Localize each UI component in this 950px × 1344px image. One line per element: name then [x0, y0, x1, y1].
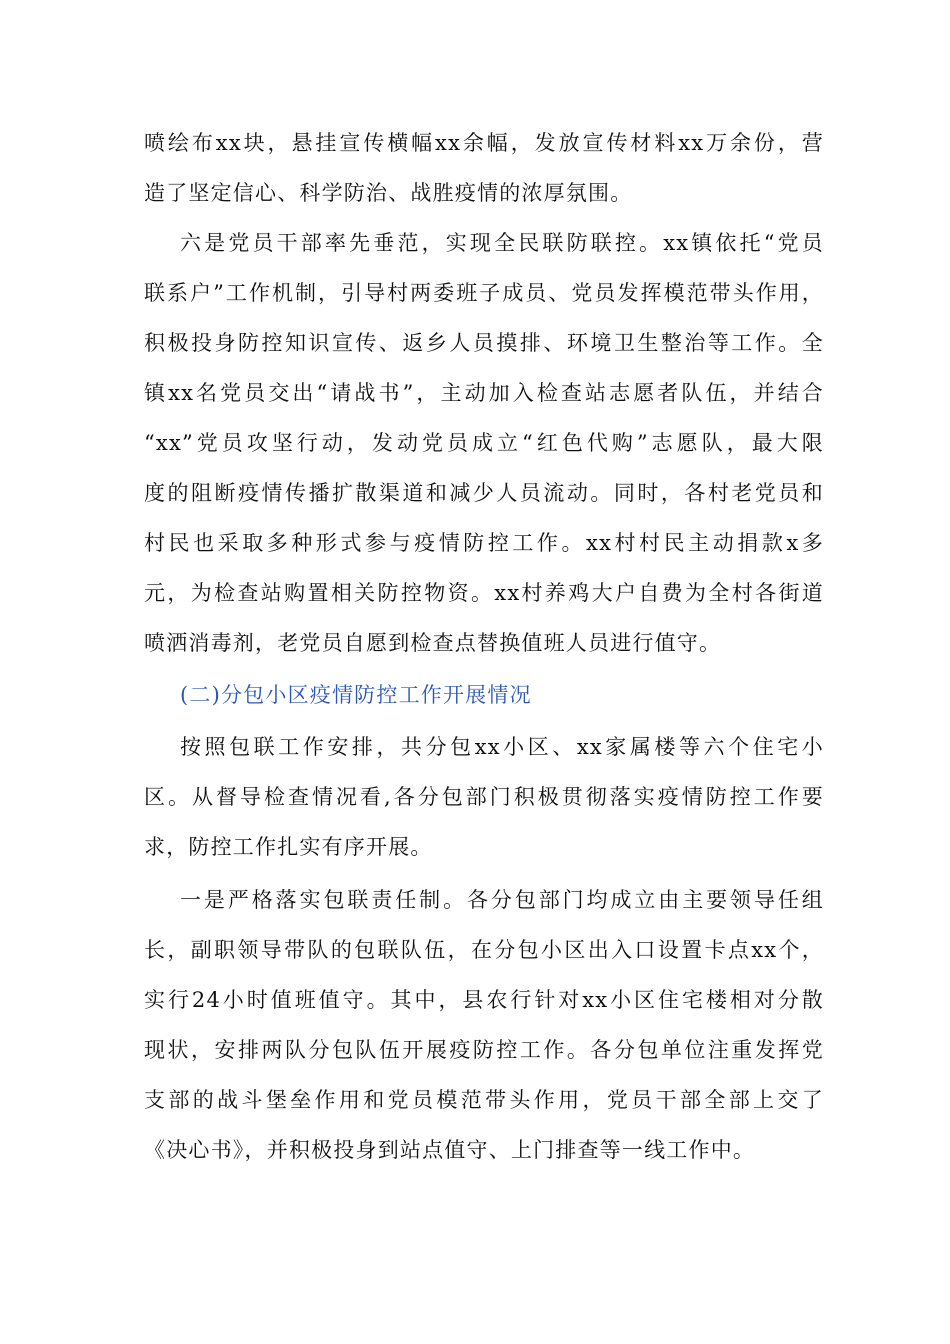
paragraph-line: 联系户”工作机制，引导村两委班子成员、党员发挥模范带头作用， — [144, 281, 824, 305]
paragraph-line: 《决心书》，并积极投身到站点值守、上门排查等一线工作中。 — [144, 1138, 756, 1162]
paragraph-line: 实行24小时值班值守。其中，县农行针对xx小区住宅楼相对分散 — [144, 988, 824, 1012]
paragraph-line: 喷绘布xx块，悬挂宣传横幅xx余幅，发放宣传材料xx万余份，营 — [144, 131, 824, 155]
paragraph-line: 现状，安排两队分包队伍开展疫防控工作。各分包单位注重发挥党 — [144, 1038, 824, 1062]
paragraph-line: 村民也采取多种形式参与疫情防控工作。xx村村民主动捐款x多 — [144, 531, 824, 555]
paragraph-line: 长，副职领导带队的包联队伍，在分包小区出入口设置卡点xx个， — [144, 938, 824, 962]
paragraph-line: 按照包联工作安排，共分包xx小区、xx家属楼等六个住宅小 — [180, 735, 824, 759]
paragraph-line: 喷洒消毒剂，老党员自愿到检查点替换值班人员进行值守。 — [144, 631, 722, 655]
paragraph-line: 积极投身防控知识宣传、返乡人员摸排、环境卫生整治等工作。全 — [144, 331, 824, 355]
paragraph-line: 镇xx名党员交出“请战书”，主动加入检查站志愿者队伍，并结合 — [144, 381, 824, 405]
paragraph-line: “xx”党员攻坚行动，发动党员成立“红色代购”志愿队，最大限 — [144, 431, 824, 455]
paragraph-line: 区。从督导检查情况看,各分包部门积极贯彻落实疫情防控工作要 — [144, 785, 824, 809]
paragraph-line: 支部的战斗堡垒作用和党员模范带头作用，党员干部全部上交了 — [144, 1088, 824, 1112]
paragraph-line: 六是党员干部率先垂范，实现全民联防联控。xx镇依托“党员 — [180, 231, 824, 255]
paragraph-line: 元，为检查站购置相关防控物资。xx村养鸡大户自费为全村各街道 — [144, 581, 824, 605]
paragraph-line: 求，防控工作扎实有序开展。 — [144, 835, 433, 859]
paragraph-line: 造了坚定信心、科学防治、战胜疫情的浓厚氛围。 — [144, 181, 633, 205]
paragraph-line: 度的阻断疫情传播扩散渠道和减少人员流动。同时，各村老党员和 — [144, 481, 824, 505]
section-heading: (二)分包小区疫情防控工作开展情况 — [180, 683, 532, 707]
paragraph-line: 一是严格落实包联责任制。各分包部门均成立由主要领导任组 — [180, 888, 824, 912]
